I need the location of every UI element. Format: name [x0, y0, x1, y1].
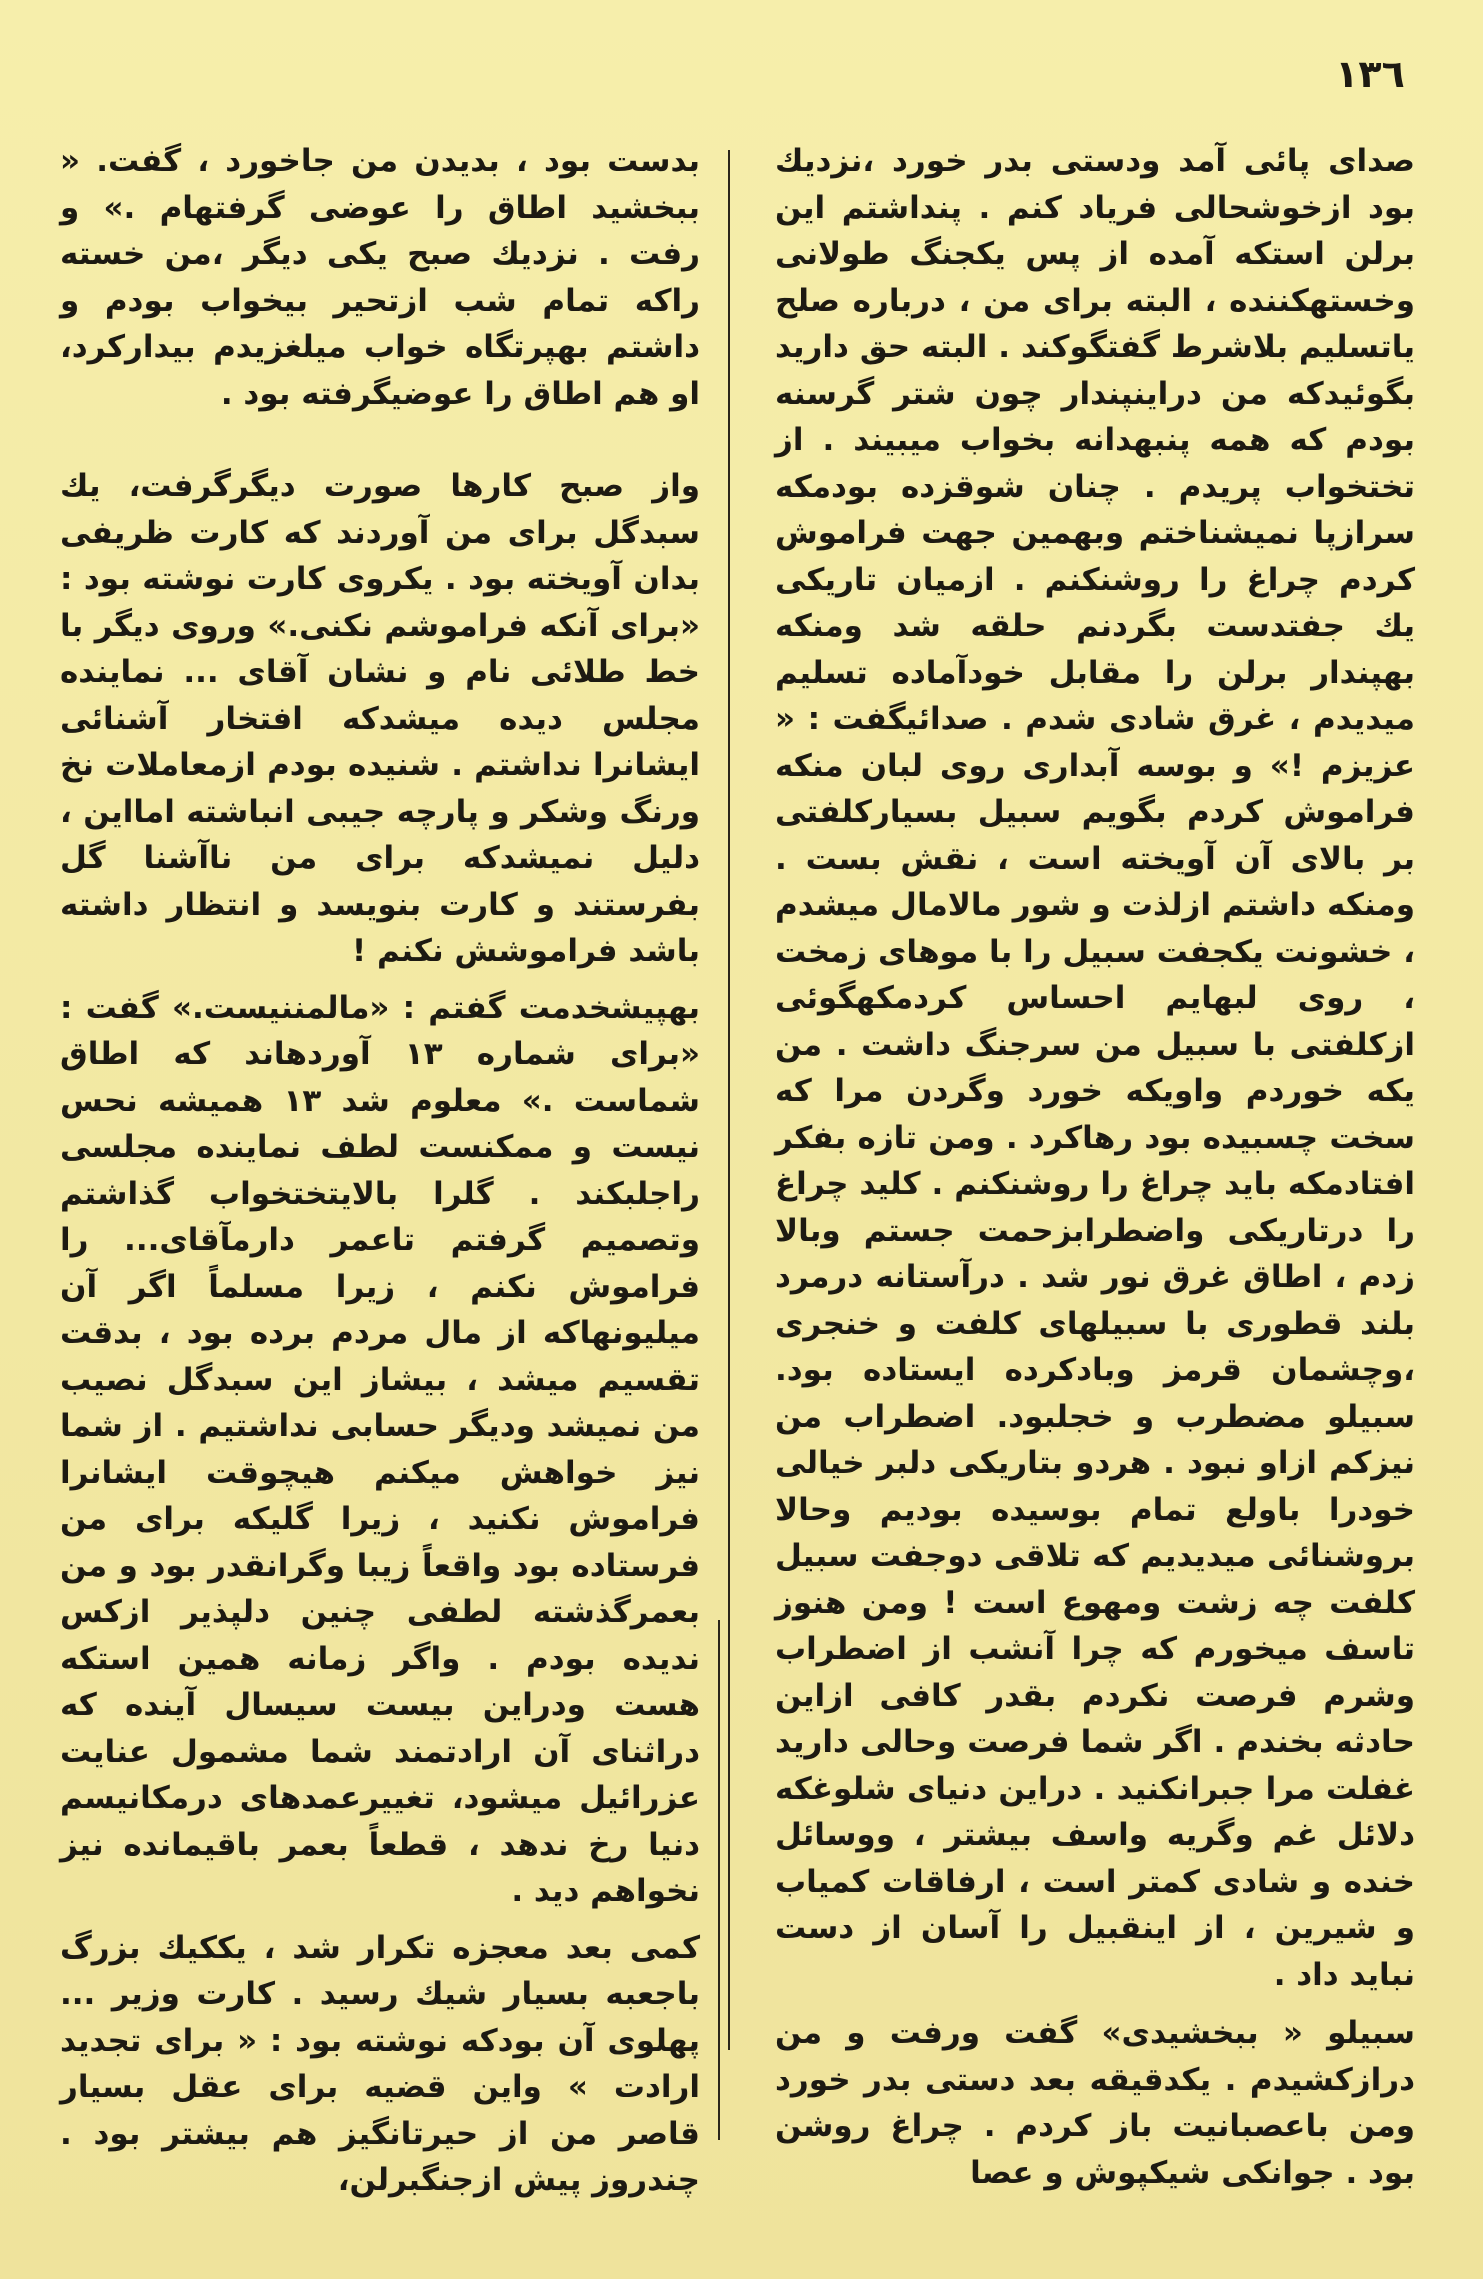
page-number: ١٣٦ — [1335, 52, 1405, 96]
right-paragraph-1: صدای پائی آمد ودستی بدر خورد ،نزدیك بود ازخوشحالی فریاد کنم . پنداشتم این برلن استکه آمده از پس یكجنگ طولانی وخستهکننده ، البته برای من ، درباره صلح یاتسلیم بلاشرط گفتگوکند . البته حق دارید بگوئیدکه من دراینپندار چون شتر گرسنه بودم که همه پنبهدانه بخواب میبیند . از تختخواب پریدم . چنان شوقزده بودمکه سرازپا نمیشناختم وبهمین جهت فراموش کردم چراغ را روشنکنم . ازمیان تاریکی یك جفتدست بگردنم حلقه شد ومنکه بهپندار برلن را مقابل خودآماده تسلیم میدیدم ، غرق شادی شدم . صدائیگفت : « عزیزم !» و بوسه آبداری روی لبان منکه فراموش کردم بگویم سبیل بسیارکلفتی بر بالای آن آویخته است ، نقش بست . ومنکه داشتم ازلذت و شور مالامال میشدم ، خشونت یكجفت سبیل را با موهای زمخت ، روی لبهایم احساس کردمکهگوئی ازکلفتی با سبیل من سرجنگ داشت . من یکه خوردم واویکه خورد وگردن مرا که سخت چسبیده بود رهاکرد . ومن تازه بفکر افتادمکه باید چراغ را روشنکنم . کلید چراغ را درتاریکی واضطرابزحمت جستم وبالا زدم ، اطاق غرق نور شد . درآستانه درمرد بلند قطوری با سبیلهای کلفت و خنجری ،وچشمان قرمز وبادکرده ایستاده بود. سبیلو مضطرب و خجلبود. اضطراب من نیزکم ازاو نبود . هردو بتاریکی دلبر خیالی خودرا باولع تمام بوسیده بودیم وحالا بروشنائی میدیدیم که تلاقی دوجفت سبیل کلفت چه زشت ومهوع است ! ومن هنوز تاسف میخورم که چرا آنشب از اضطراب وشرم فرصت نکردم بقدر کافی ازاین حادثه بخندم . اگر شما فرصت وحالی دارید غفلت مرا جبرانکنید . دراین دنیای شلوغکه دلائل غم وگریه واسف بیشتر ، ووسائل خنده و شادی کمتر است ، ارفاقات کمیاب و شیرین ، از اینقبیل را آسان از دست نباید داد . — [775, 143, 1415, 1993]
right-paragraph-2: سبیلو « ببخشیدی» گفت ورفت و من درازکشیدم . یکدقیقه بعد دستی بدر خورد ومن باعصبانیت باز کردم . چراغ روشن بود . جوانکی شیكپوش و عصا — [775, 2015, 1415, 2191]
left-paragraph-4: کمی بعد معجزه تکرار شد ، يككيك بزرگ باجعبه بسیار شیك رسید . کارت وزیر ... پهلوی آن بودکه نوشته بود : « برای تجدید ارادت » واین قضیه برای عقل بسیار قاصر من از حیرتانگیز هم بیشتر بود . چندروز پیش ازجنگبرلن، — [60, 1929, 700, 2198]
right-column — [775, 138, 1415, 2196]
column-divider — [728, 150, 730, 2050]
left-paragraph-1: بدست بود ، بدیدن من جاخورد ، گفت. « ببخشید اطاق را عوضی گرفتهام .» و رفت . نزدیك صبح یکی دیگر ،من خسته راکه تمام شب ازتحیر بیخواب بودم و داشتم بهپرتگاه خواب میلغزیدم بیدارکرد، او هم اطاق را عوضیگرفته بود . — [60, 143, 700, 412]
left-column — [60, 138, 700, 2204]
left-paragraph-2: واز صبح کارها صورت دیگرگرفت، یك سبدگل برای من آوردند که کارت ظریفی بدان آویخته بود . یكروی کارت نوشته بود : «برای آنکه فراموشم نکنی.» وروی دیگر با خط طلائی نام و نشان آقای ... نماینده مجلس دیده میشدکه افتخار آشنائی ایشانرا نداشتم . شنیده بودم ازمعاملات نخ ورنگ وشکر و پارچه جیبی انباشته امااین ، دلیل نمیشدکه برای من ناآشنا گل بفرستند و کارت بنویسد و انتظار داشته باشد فراموشش نکنم ! — [60, 468, 700, 969]
column-divider-secondary — [718, 1620, 720, 2140]
left-paragraph-3: بهپیشخدمت گفتم : «مالمننیست.» گفت : «برای شماره ١٣ آوردهاند که اطاق شماست .» معلوم شد ١٣ همیشه نحس نیست و ممکنست لطف نماینده مجلسی راجلبکند . گلرا بالایتختخواب گذاشتم وتصمیم گرفتم تاعمر دارمآقای... را فراموش نکنم ، زیرا مسلماً اگر آن میلیونهاکه از مال مردم برده بود ، بدقت تقسیم میشد ، بیشاز این سبدگل نصیب من نمیشد ودیگر حسابی نداشتیم . از شما نیز خواهش میکنم هیچوقت ایشانرا فراموش نکنید ، زیرا گلیکه برای من فرستاده بود واقعاً زیبا وگرانقدر بود و من بعمرگذشته لطفی چنین دلپذیر ازکس ندیده بودم . واگر زمانه همین استکه هست ودراین بیست سیسال آینده که دراثنای آن ارادتمند شما مشمول عنایت عزرائیل میشود، تغییرعمدهای درمکانیسم دنیا رخ ندهد ، قطعاً بعمر باقیمانده نیز نخواهم دید . — [60, 989, 700, 1909]
